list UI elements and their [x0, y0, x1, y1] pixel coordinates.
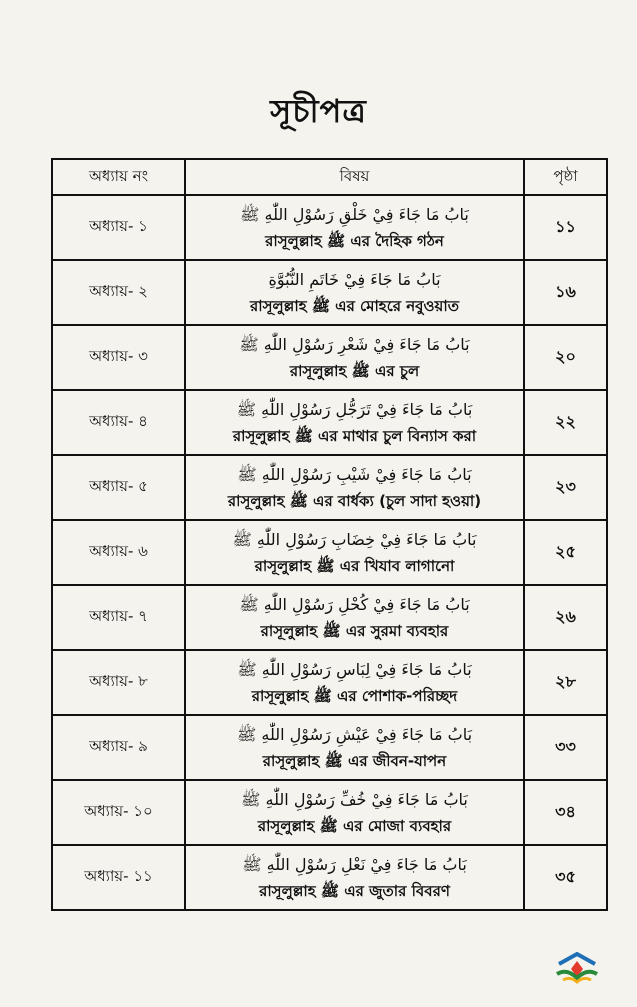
arabic-title: بَابُ مَا جَاءَ فِيْ شَعْرِ رَسُوْلِ اللّٰهِ ﷺ: [239, 334, 470, 354]
chapter-subject: [185, 520, 524, 585]
chapter-subject: [185, 390, 524, 455]
arabic-title: بَابُ مَا جَاءَ فِيْ خَاتَمِ النُّبُوَّةِ: [268, 269, 441, 289]
chapter-column-header: অধ্যায় নং: [52, 159, 185, 195]
chapter-number: অধ্যায়- ১: [52, 195, 185, 260]
page-number: ২০: [524, 325, 607, 390]
chapter-subject: [185, 325, 524, 390]
chapter-subject: [185, 780, 524, 845]
page-number: ১৬: [524, 260, 607, 325]
contents-table: [51, 158, 608, 911]
bangla-title: রাসূলুল্লাহ ﷺ এর জীবন-যাপন: [262, 751, 447, 770]
page-number: ২৮: [524, 650, 607, 715]
publisher-logo-icon: [555, 952, 599, 984]
page-number: ১১: [524, 195, 607, 260]
page-number: ২৫: [524, 520, 607, 585]
page-number: ৩৫: [524, 845, 607, 910]
chapter-number: অধ্যায়- ৫: [52, 455, 185, 520]
chapter-subject: [185, 650, 524, 715]
table-row: [52, 260, 607, 325]
page-number: ৩৪: [524, 780, 607, 845]
table-row: [52, 195, 607, 260]
arabic-title: بَابُ مَا جَاءَ فِيْ نَعْلِ رَسُوْلِ اللّٰهِ ﷺ: [242, 854, 467, 874]
arabic-title: بَابُ مَا جَاءَ فِيْ خُفِّ رَسُوْلِ اللّٰهِ ﷺ: [241, 789, 468, 809]
table-header-row: [52, 159, 607, 195]
subject-column-header: বিষয়: [185, 159, 524, 195]
page-number: ২৬: [524, 585, 607, 650]
table-row: [52, 325, 607, 390]
chapter-number: অধ্যায়- ৬: [52, 520, 185, 585]
chapter-subject: [185, 845, 524, 910]
chapter-number: অধ্যায়- ২: [52, 260, 185, 325]
bangla-title: রাসূলুল্লাহ ﷺ এর পোশাক-পরিচ্ছদ: [251, 686, 458, 705]
arabic-title: بَابُ مَا جَاءَ فِيْ خَلْقِ رَسُوْلِ اللّٰهِ ﷺ: [240, 204, 469, 224]
table-row: [52, 520, 607, 585]
table-row: [52, 650, 607, 715]
arabic-title: بَابُ مَا جَاءَ فِيْ خِضَابِ رَسُوْلِ اللّٰهِ ﷺ: [232, 529, 477, 549]
bangla-title: রাসূলুল্লাহ ﷺ এর চুল: [289, 361, 420, 380]
contents-table-body: [52, 195, 607, 910]
chapter-subject: [185, 715, 524, 780]
bangla-title: রাসূলুল্লাহ ﷺ এর দৈহিক গঠন: [265, 231, 444, 250]
bangla-title: রাসূলুল্লাহ ﷺ এর জুতার বিবরণ: [259, 881, 450, 900]
chapter-number: অধ্যায়- ৪: [52, 390, 185, 455]
bangla-title: রাসূলুল্লাহ ﷺ এর সুরমা ব্যবহার: [260, 621, 449, 640]
chapter-number: অধ্যায়- ৭: [52, 585, 185, 650]
table-row: [52, 715, 607, 780]
chapter-subject: [185, 195, 524, 260]
chapter-subject: [185, 585, 524, 650]
chapter-number: অধ্যায়- ৯: [52, 715, 185, 780]
arabic-title: بَابُ مَا جَاءَ فِيْ لِبَاسِ رَسُوْلِ اللّٰهِ ﷺ: [237, 659, 472, 679]
arabic-title: بَابُ مَا جَاءَ فِيْ عَيْشِ رَسُوْلِ اللّٰهِ ﷺ: [236, 724, 473, 744]
page-number: ২২: [524, 390, 607, 455]
table-row: [52, 585, 607, 650]
bangla-title: রাসূলুল্লাহ ﷺ এর বার্ধক্য (চুল সাদা হওয়া): [227, 491, 482, 510]
bangla-title: রাসূলুল্লাহ ﷺ এর মাথার চুল বিন্যাস করা: [232, 426, 477, 445]
table-row: [52, 390, 607, 455]
table-row: [52, 845, 607, 910]
table-row: [52, 455, 607, 520]
bangla-title: রাসূলুল্লাহ ﷺ এর মোজা ব্যবহার: [257, 816, 452, 835]
bangla-title: রাসূলুল্লাহ ﷺ এর খিযাব লাগানো: [254, 556, 455, 575]
chapter-number: অধ্যায়- ৩: [52, 325, 185, 390]
chapter-subject: [185, 455, 524, 520]
page-number: ৩৩: [524, 715, 607, 780]
arabic-title: بَابُ مَا جَاءَ فِيْ كُحْلِ رَسُوْلِ اللّٰهِ ﷺ: [239, 594, 470, 614]
chapter-number: অধ্যায়- ১১: [52, 845, 185, 910]
page-column-header: পৃষ্ঠা: [524, 159, 607, 195]
table-row: [52, 780, 607, 845]
chapter-number: অধ্যায়- ১০: [52, 780, 185, 845]
arabic-title: بَابُ مَا جَاءَ فِيْ تَرَجُّلِ رَسُوْلِ اللّٰهِ ﷺ: [236, 399, 473, 419]
arabic-title: بَابُ مَا جَاءَ فِيْ شَيْبِ رَسُوْلِ اللّٰهِ ﷺ: [237, 464, 472, 484]
page-title: সূচীপত্র: [270, 92, 367, 130]
bangla-title: রাসূলুল্লাহ ﷺ এর মোহরে নবুওয়াত: [250, 296, 459, 315]
page-number: ২৩: [524, 455, 607, 520]
chapter-subject: [185, 260, 524, 325]
chapter-number: অধ্যায়- ৮: [52, 650, 185, 715]
